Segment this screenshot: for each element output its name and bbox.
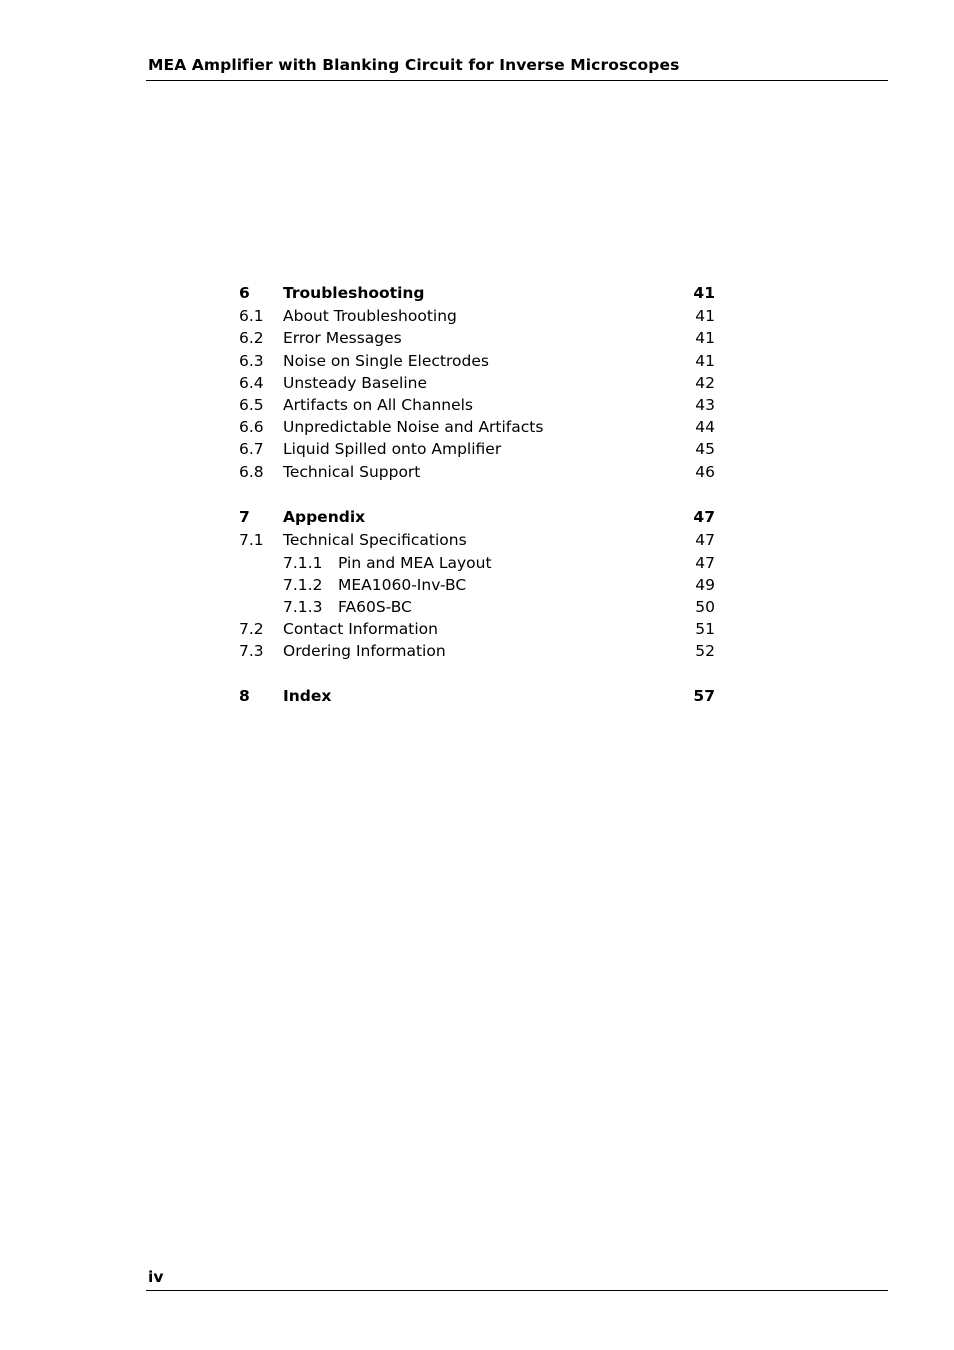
toc-section-number: 6.5 [239,396,264,414]
toc-section-title: Unpredictable Noise and Artifacts [283,418,544,436]
document-title: MEA Amplifier with Blanking Circuit for Inverse Microscopes [148,56,680,74]
toc-subsection-title: Pin and MEA Layout [338,554,492,572]
toc-section-6-7[interactable] [239,438,715,460]
toc-page-number: 43 [695,396,715,414]
toc-section-7-3[interactable] [239,640,715,662]
toc-section-title: Unsteady Baseline [283,374,428,392]
toc-chapter-title: Index [283,687,332,705]
header-rule [146,80,888,81]
toc-section-number: 6.7 [239,440,264,458]
toc-section-number: 6.1 [239,307,264,325]
toc-section-7-2[interactable] [239,618,715,640]
toc-chapter-7[interactable] [239,506,715,528]
toc-page-number: 52 [695,642,715,660]
toc-page-number: 47 [695,554,715,572]
toc-page-number: 51 [695,620,715,638]
toc-page-number: 41 [695,329,715,347]
toc-page-number: 44 [695,418,715,436]
toc-section-number: 6.4 [239,374,264,392]
toc-section-number: 6.2 [239,329,264,347]
toc-section-6-5[interactable] [239,394,715,416]
footer-page-number: iv [148,1268,164,1286]
toc-section-title: Error Messages [283,329,402,347]
toc-subsection-7-1-3[interactable] [239,596,715,618]
toc-page-number: 41 [693,284,715,302]
toc-section-title: Contact Information [283,620,438,638]
footer-rule [146,1290,888,1291]
toc-section-6-4[interactable] [239,372,715,394]
toc-section-6-2[interactable] [239,327,715,349]
toc-section-6-1[interactable] [239,305,715,327]
toc-chapter-6[interactable] [239,282,715,304]
toc-section-title: Technical Specifications [283,531,467,549]
toc-subsection-number: 7.1.3 [283,598,323,616]
toc-section-title: Technical Support [283,463,421,481]
toc-subsection-number: 7.1.1 [283,554,323,572]
toc-section-number: 7.1 [239,531,264,549]
toc-page-number: 41 [695,307,715,325]
toc-chapter-8[interactable] [239,685,715,707]
toc-subsection-number: 7.1.2 [283,576,323,594]
toc-section-number: 7.2 [239,620,264,638]
toc-chapter-number: 8 [239,687,250,705]
toc-chapter-title: Appendix [283,508,366,526]
toc-page-number: 47 [693,508,715,526]
toc-section-number: 6.6 [239,418,264,436]
toc-page-number: 50 [695,598,715,616]
toc-section-number: 6.3 [239,352,264,370]
toc-page-number: 46 [695,463,715,481]
toc-section-title: Ordering Information [283,642,446,660]
toc-page-number: 47 [695,531,715,549]
toc-subsection-title: FA60S-BC [338,598,412,616]
toc-section-title: About Troubleshooting [283,307,457,325]
toc-section-title: Noise on Single Electrodes [283,352,489,370]
toc-subsection-7-1-2[interactable] [239,574,715,596]
toc-chapter-number: 7 [239,508,250,526]
toc-page-number: 45 [695,440,715,458]
toc-section-7-1[interactable] [239,529,715,551]
toc-subsection-7-1-1[interactable] [239,552,715,574]
toc-section-6-3[interactable] [239,350,715,372]
toc-page-number: 41 [695,352,715,370]
toc-section-title: Liquid Spilled onto Amplifier [283,440,502,458]
toc-chapter-number: 6 [239,284,250,302]
toc-page-number: 49 [695,576,715,594]
toc-subsection-title: MEA1060-Inv-BC [338,576,467,594]
toc-chapter-title: Troubleshooting [283,284,425,302]
toc-section-number: 7.3 [239,642,264,660]
toc-page-number: 57 [693,687,715,705]
toc-section-6-8[interactable] [239,461,715,483]
toc-section-number: 6.8 [239,463,264,481]
toc-section-6-6[interactable] [239,416,715,438]
toc-section-title: Artifacts on All Channels [283,396,474,414]
toc-page-number: 42 [695,374,715,392]
